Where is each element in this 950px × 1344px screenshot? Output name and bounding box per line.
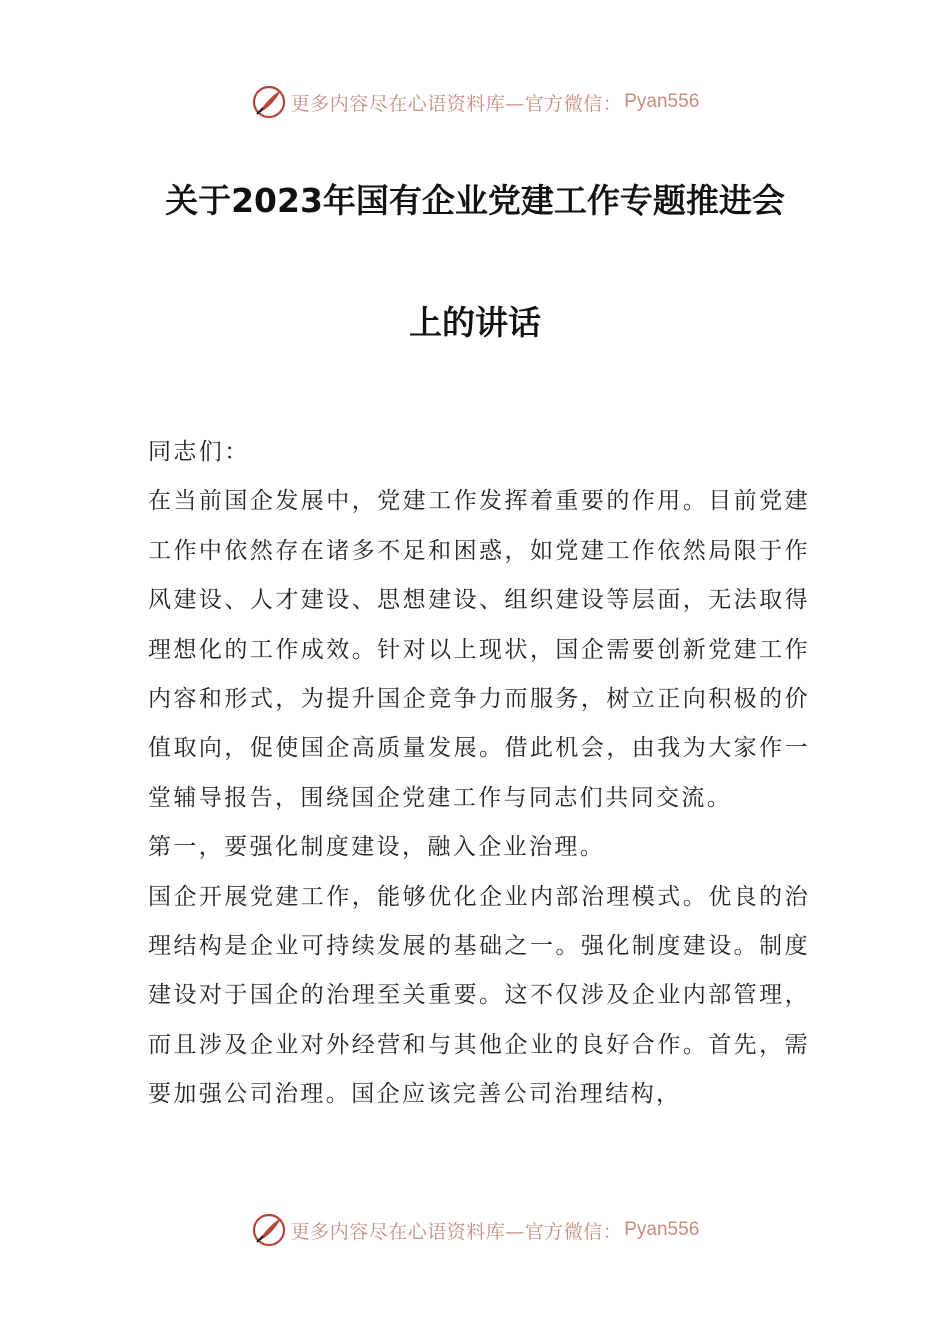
paragraph: 在当前国企发展中，党建工作发挥着重要的作用。目前党建工作中依然存在诸多不足和困惑，如党建工作依然局限于作风建设、人才建设、思想建设、组织建设等层面，无法取得理想化的工作成效。针对以上现状，国企需要创新党建工作内容和形式，为提升国企竞争力而服务，树立正向积极的价值取向，促使国企高质量发展。借此机会，由我为大家作一堂辅导报告，围绕国企党建工作与同志们共同交流。 xyxy=(148,488,810,811)
paragraph: 国企开展党建工作，能够优化企业内部治理模式。优良的治理结构是企业可持续发展的基础之一。强化制度建设。制度建设对于国企的治理至关重要。这不仅涉及企业内部管理，而且涉及企业对外经营和与其他企业的良好合作。首先，需要加强公司治理。国企应该完善公司治理结构， xyxy=(148,883,810,1108)
section-heading: 第一，要强化制度建设，融入企业治理。 xyxy=(148,834,606,861)
quill-logo-icon xyxy=(251,1212,287,1248)
speech-body xyxy=(148,428,810,1120)
header-watermark xyxy=(0,82,950,122)
page-title-line-2: 上的讲话 xyxy=(409,303,541,342)
watermark-text: 更多内容尽在心语资料库—官方微信： xyxy=(290,1220,623,1243)
watermark-wechat-id: Pyan556 xyxy=(624,1219,700,1240)
quill-logo-icon xyxy=(251,84,287,120)
footer-watermark xyxy=(0,1210,950,1250)
page-title-line-1: 关于2023年国有企业党建工作专题推进会 xyxy=(165,181,785,220)
watermark-wechat-id: Pyan556 xyxy=(624,91,700,112)
salutation: 同志们： xyxy=(148,439,250,465)
watermark-text: 更多内容尽在心语资料库—官方微信： xyxy=(290,92,623,115)
